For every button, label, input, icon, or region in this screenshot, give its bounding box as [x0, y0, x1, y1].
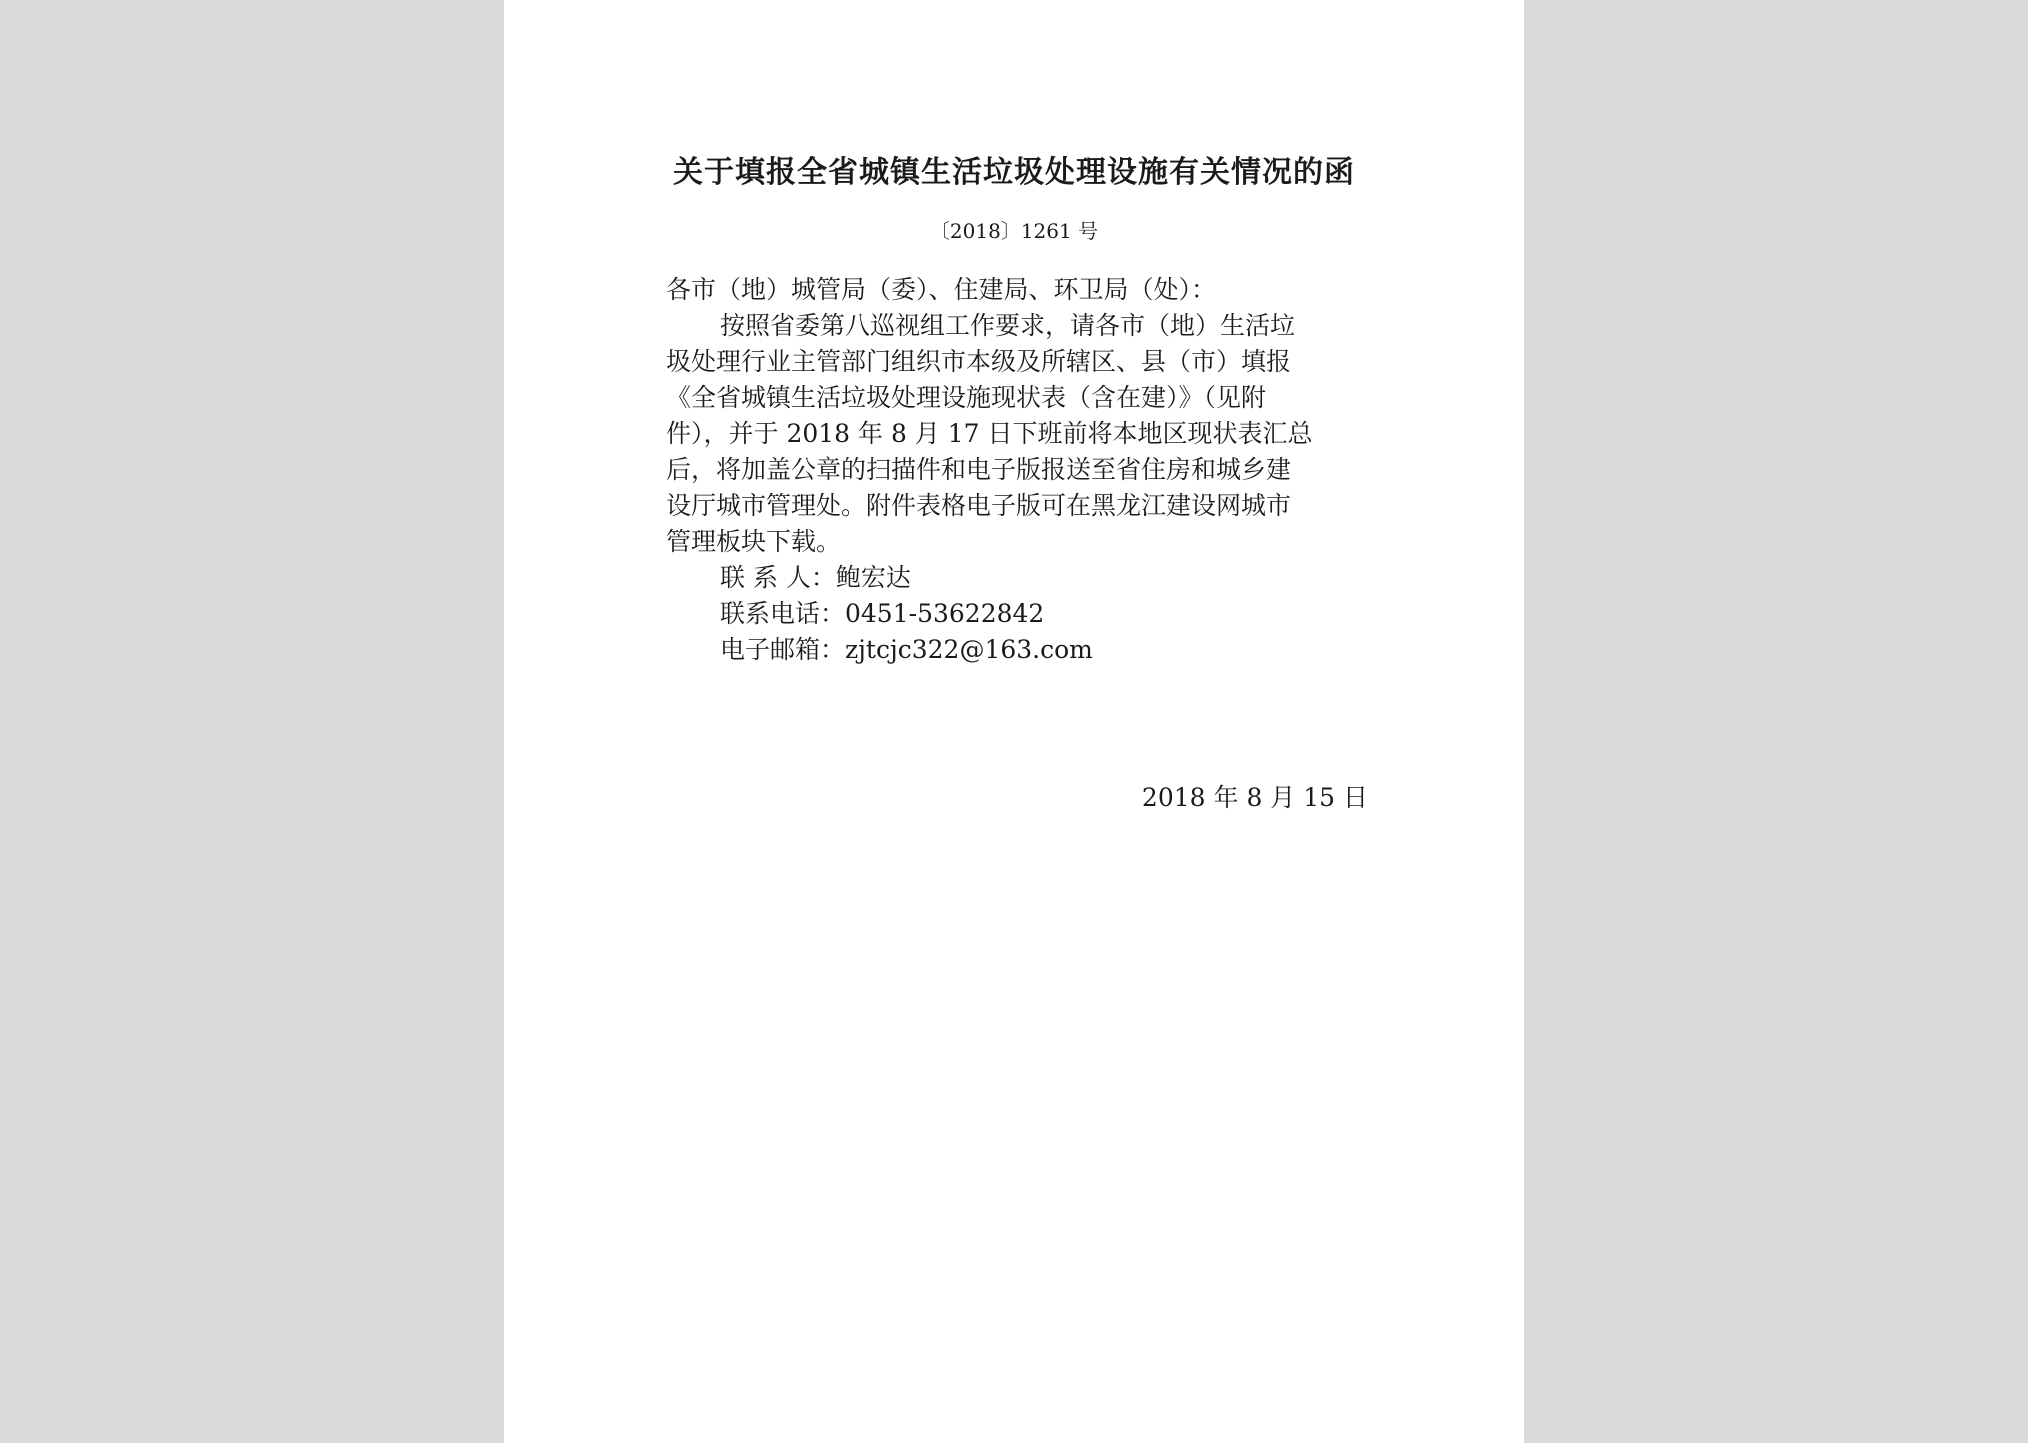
body-line: 管理板块下载。: [666, 527, 842, 556]
document-body: [666, 272, 1368, 668]
contact-phone: 联系电话：0451-53622842: [720, 599, 1045, 628]
body-line: 按照省委第八巡视组工作要求，请各市（地）生活垃: [720, 311, 1296, 340]
document-page: [504, 0, 1524, 1443]
document-number: 〔2018〕1261 号: [929, 219, 1099, 243]
contact-email: 电子邮箱：zjtcjc322@163.com: [720, 635, 1093, 664]
body-line: 《全省城镇生活垃圾处理设施现状表（含在建）》（见附: [666, 383, 1267, 412]
document-date: 2018 年 8 月 15 日: [1141, 783, 1368, 812]
document-title: 关于填报全省城镇生活垃圾处理设施有关情况的函: [673, 155, 1355, 190]
salutation: 各市（地）城管局（委）、住建局、环卫局（处）：: [666, 275, 1217, 304]
body-line: 设厅城市管理处。附件表格电子版可在黑龙江建设网城市: [666, 491, 1292, 520]
body-line: 件），并于 2018 年 8 月 17 日下班前将本地区现状表汇总: [666, 419, 1313, 448]
body-line: 圾处理行业主管部门组织市本级及所辖区、县（市）填报: [666, 347, 1292, 376]
contact-person: 联 系 人：鲍宏达: [720, 563, 911, 592]
body-line: 后，将加盖公章的扫描件和电子版报送至省住房和城乡建: [666, 455, 1292, 484]
